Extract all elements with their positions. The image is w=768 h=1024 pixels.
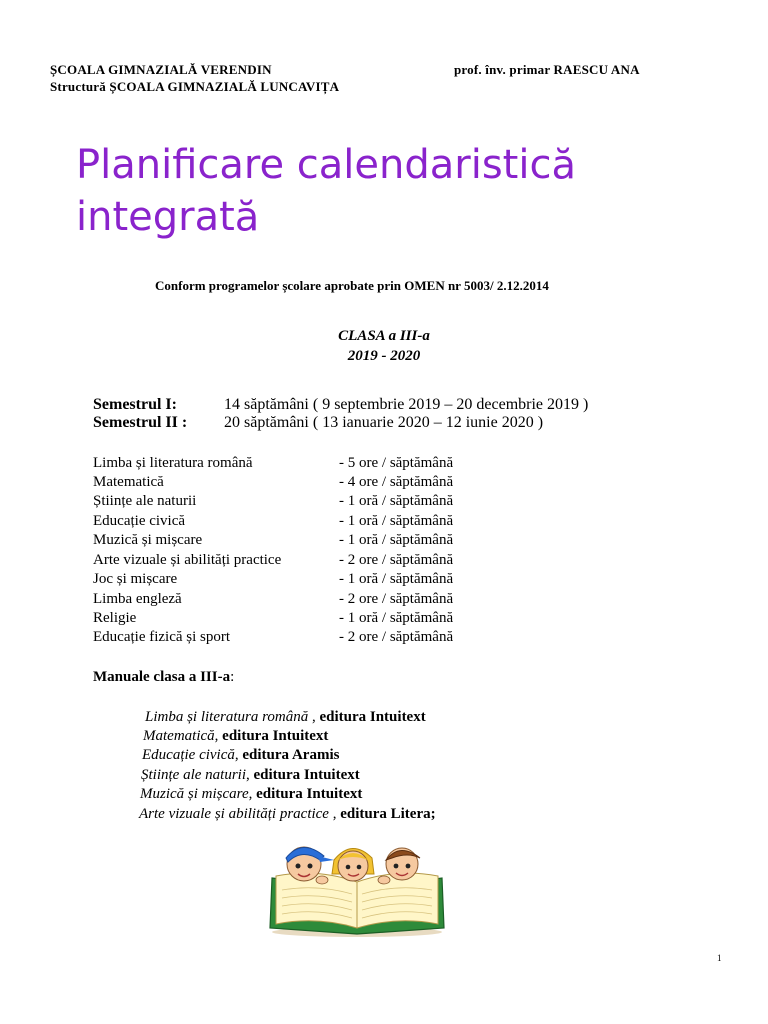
manual-sep: , [308,709,320,725]
subject-hours: - 2 ore / săptămână [339,552,454,568]
manual-sep: , [214,728,223,744]
subject-hours: - 5 ore / săptămână [339,455,454,471]
teacher-name: prof. înv. primar RAESCU ANA [454,62,640,77]
semester-2-label: Semestrul II : [93,414,188,431]
manual-book: Limba și literatura română [145,709,309,725]
manuals-heading-colon: : [230,669,235,685]
curriculum-reference: Conform programelor școlare aprobate prin OMEN nr 5003/ 2.12.2014 [155,278,549,293]
subject-hours: - 1 oră / săptămână [339,513,454,529]
list-item [142,747,339,764]
subject-hours: - 1 oră / săptămână [339,610,454,626]
list-item [93,474,513,493]
subject-hours: - 4 ore / săptămână [339,474,454,490]
list-item [93,571,513,590]
school-structure: Structură ȘCOALA GIMNAZIALĂ LUNCAVIȚA [50,79,340,94]
manual-publisher: editura Intuitext [222,728,329,744]
semester-1 [93,396,177,414]
list-item [93,532,513,551]
subject-name: Limba engleză [93,591,182,607]
subject-name: Educație civică [93,513,186,529]
list-item [93,629,513,648]
list-item [93,610,513,629]
subject-name: Științe ale naturii [93,493,197,509]
subject-name: Religie [93,610,137,626]
list-item [93,552,513,571]
manual-publisher: editura Litera; [340,806,436,822]
manual-sep: , [246,767,254,783]
school-year: 2019 - 2020 [347,348,421,364]
list-item [93,591,513,610]
list-item [141,767,360,784]
manual-sep: , [234,747,243,763]
manual-book: Muzică și mișcare [140,786,249,802]
manual-sep: , [328,806,341,822]
manual-book: Arte vizuale și abilități practice [139,806,329,822]
subject-hours: - 2 ore / săptămână [339,629,454,645]
manual-book: Educație civică [142,747,235,763]
list-item [93,455,513,474]
list-item [145,709,426,726]
page-number: 1 [717,953,722,963]
school-name: ȘCOALA GIMNAZIALĂ VERENDIN [50,62,272,77]
manual-publisher: editura Intuitext [319,709,426,725]
subject-hours: - 1 oră / săptămână [339,571,454,587]
manual-publisher: editura Aramis [242,747,340,763]
list-item [143,728,328,745]
manuals-heading [93,669,234,686]
subject-name: Matematică [93,474,164,490]
kids-reading-book-illustration [262,838,462,938]
subject-name: Joc și mișcare [93,571,178,587]
title-line-2: integrată [76,194,260,240]
subject-name: Educație fizică și sport [93,629,231,645]
subject-hours: - 1 oră / săptămână [339,493,454,509]
semester-1-label: Semestrul I: [93,396,177,413]
manuals-heading-text: Manuale clasa a III-a [93,669,231,685]
subject-name: Limba și literatura română [93,455,253,471]
subject-name: Arte vizuale și abilități practice [93,552,282,568]
title-line-1: Planificare calendaristică [76,142,576,188]
semester-2-text: 20 săptămâni ( 13 ianuarie 2020 – 12 iunie 2020 ) [224,414,544,431]
semester-2 [93,414,187,432]
manual-book: Științe ale naturii [141,767,246,783]
manual-publisher: editura Intuitext [253,767,360,783]
class-label: CLASA a III-a [338,328,430,344]
semester-1-text: 14 săptămâni ( 9 septembrie 2019 – 20 decembrie 2019 ) [224,396,589,413]
subject-hours: - 1 oră / săptămână [339,532,454,548]
list-item [139,806,436,823]
list-item [140,786,362,803]
subject-name: Muzică și mișcare [93,532,203,548]
manual-publisher: editura Intuitext [256,786,363,802]
manual-sep: , [248,786,257,802]
subject-hours: - 2 ore / săptămână [339,591,454,607]
list-item [93,513,513,532]
list-item [93,493,513,512]
manual-book: Matematică [143,728,215,744]
